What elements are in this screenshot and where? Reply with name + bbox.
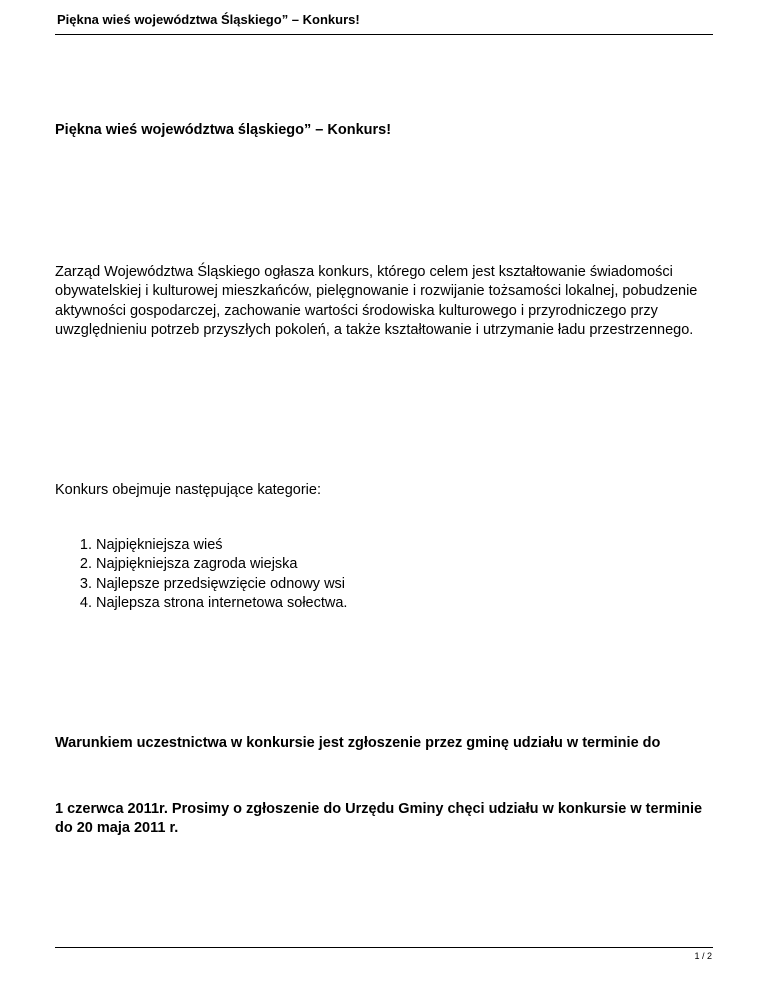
category-item: 4. Najlepsza strona internetowa sołectwa.: [96, 594, 347, 613]
intro-paragraph: Zarząd Województwa Śląskiego ogłasza konkurs, którego celem jest kształtowanie świadomości obywatelskiej i kulturowej mieszkańców, pielęgnowanie i rozwijanie tożsamości lokalnej, pobudzenie aktywności gospodarczej, zachowanie wartości środowiska kulturowego i przyrodniczego przy uwzględnieniu potrzeb przyszłych pokoleń, a także kształtowanie i utrzymanie ładu przestrzennego.: [55, 264, 698, 338]
article-title: Piękna wieś województwa śląskiego” – Konkurs!: [55, 122, 392, 138]
footer-divider: [55, 947, 713, 948]
header-divider: [55, 34, 713, 35]
page-header-title: Piękna wieś województwa Śląskiego” – Konkurs!: [57, 12, 360, 27]
deadline-notice: 1 czerwca 2011r. Prosimy o zgłoszenie do Urzędu Gminy chęci udziału w konkursie w terminie do 20 maja 2011 r.: [55, 801, 703, 837]
categories-intro: Konkurs obejmuje następujące kategorie:: [55, 482, 321, 498]
participation-conditions: Warunkiem uczestnictwa w konkursie jest zgłoszenie przez gminę udziału w terminie do: [55, 735, 661, 751]
category-item: 3. Najlepsze przedsięwzięcie odnowy wsi: [96, 575, 347, 594]
category-item: 2. Najpiękniejsza zagroda wiejska: [96, 555, 347, 574]
page-number: 1 / 2: [694, 951, 712, 961]
category-item: 1. Najpiękniejsza wieś: [96, 536, 347, 555]
categories-list: [55, 536, 347, 613]
